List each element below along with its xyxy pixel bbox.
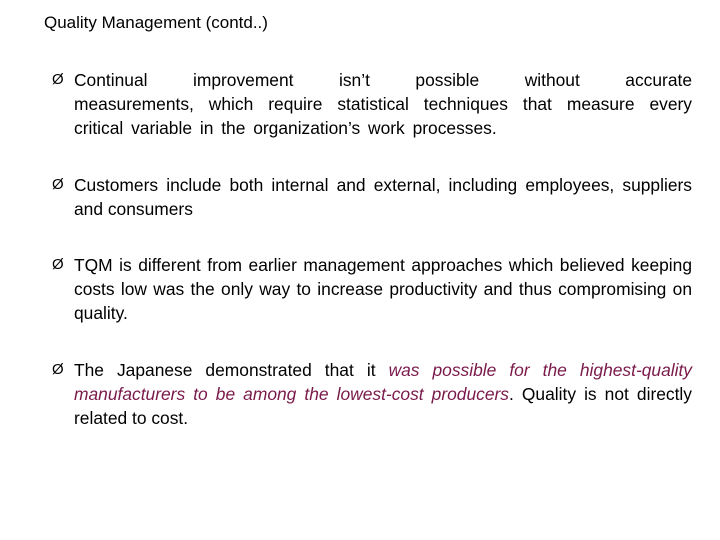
bullet-list [52, 68, 692, 430]
bullet-text-suffix: . Quality is not directly related to cost. [74, 383, 692, 429]
arrow-bullet-icon: Ø [52, 175, 64, 193]
bullet-item-customers [52, 173, 692, 221]
bullet-item-measurement [52, 68, 692, 141]
arrow-bullet-icon: Ø [52, 256, 64, 274]
bullet-text: TQM is different from earlier management approaches which believed keeping costs low was the only way to increase productivity and thus compromising on quality. [74, 255, 692, 324]
bullet-text-prefix: The Japanese demonstrated that it [74, 359, 389, 380]
arrow-bullet-icon: Ø [52, 71, 64, 88]
bullet-item-tqm [52, 253, 692, 326]
arrow-bullet-icon: Ø [52, 360, 64, 378]
bullet-text-line1: Continual improvement isn’t possible without accurate [74, 70, 692, 90]
bullet-text: Customers include both internal and external, including employees, suppliers and consumers [74, 174, 692, 219]
slide-title: Quality Management (contd..) [44, 13, 268, 32]
bullet-text-rest: measurements, which require statistical techniques that measure every critical variable in the organization’s work processes. [74, 94, 692, 139]
bullet-item-japanese [52, 358, 692, 431]
bullet-text-emphasis: was possible for the highest-quality manufacturers to be among the lowest-cost producers [74, 359, 693, 404]
